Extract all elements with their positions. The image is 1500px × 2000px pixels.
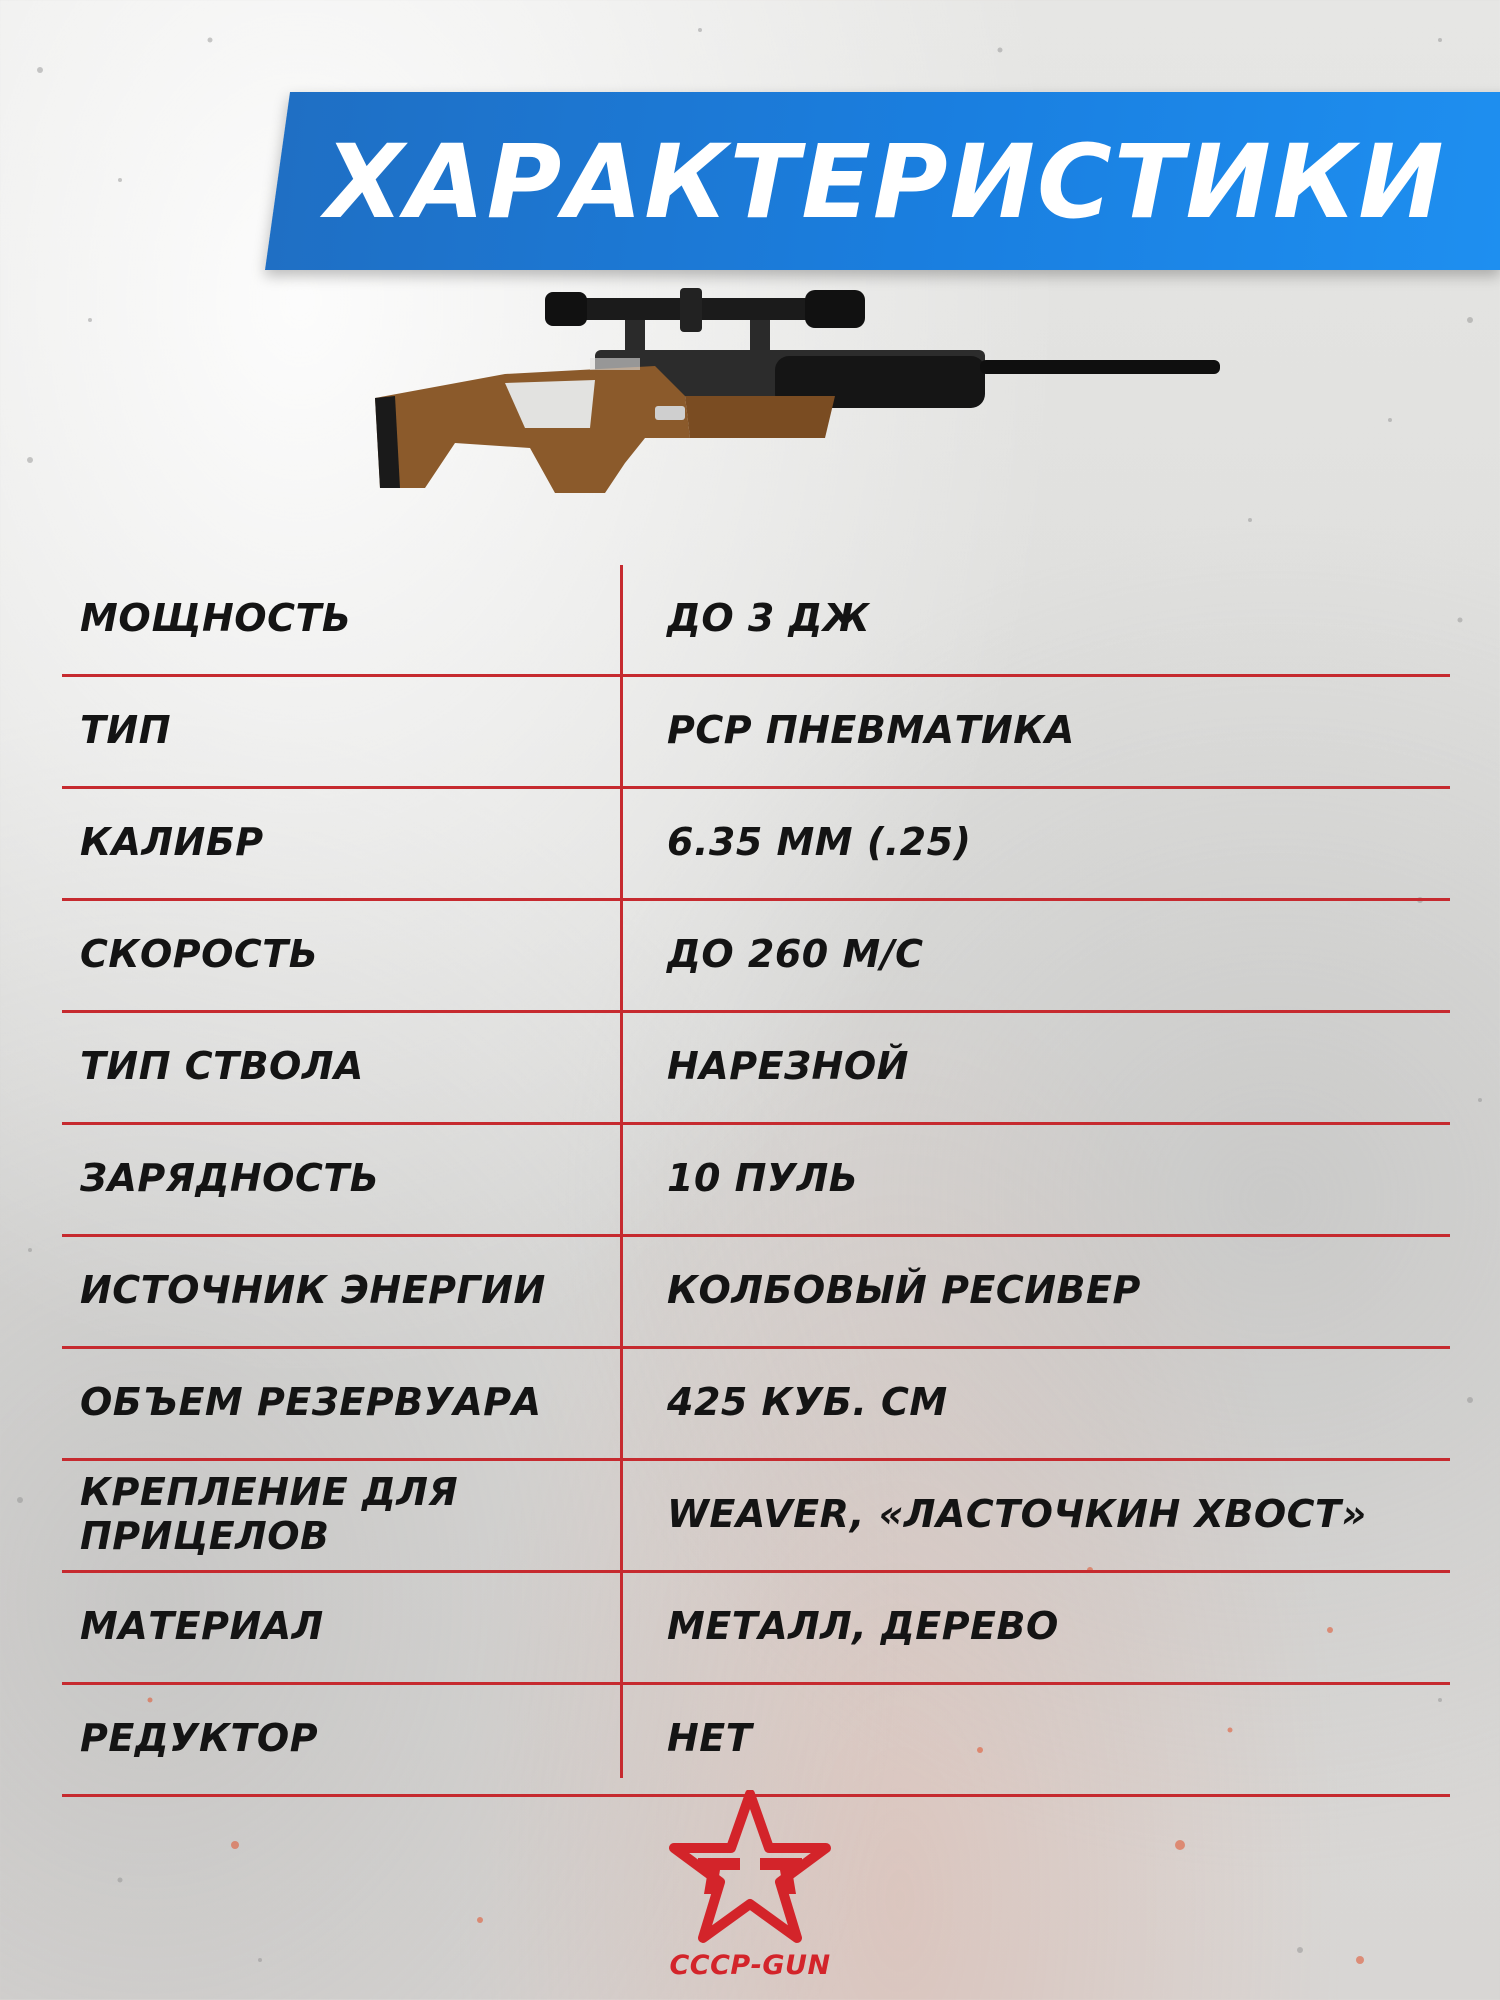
spec-row xyxy=(62,1349,1450,1461)
spec-row xyxy=(62,1237,1450,1349)
spec-label: МОЩНОСТЬ xyxy=(80,596,352,640)
spec-value: МЕТАЛЛ, ДЕРЕВО xyxy=(667,1604,1059,1648)
spec-value: ДО 3 ДЖ xyxy=(667,596,870,640)
spec-label: СКОРОСТЬ xyxy=(80,932,319,976)
rifle-image xyxy=(355,288,1235,508)
spec-value: WEAVER, «ЛАСТОЧКИН ХВОСТ» xyxy=(667,1492,1367,1536)
spec-value: 6.35 ММ (.25) xyxy=(667,820,972,864)
spec-label: МАТЕРИАЛ xyxy=(80,1604,324,1648)
brand-logo xyxy=(668,1790,832,1985)
spec-label: КРЕПЛЕНИЕ ДЛЯ ПРИЦЕЛОВ xyxy=(80,1470,459,1558)
spec-row xyxy=(62,1685,1450,1797)
spec-label: ОБЪЕМ РЕЗЕРВУАРА xyxy=(80,1380,542,1424)
spec-row xyxy=(62,1461,1450,1573)
spec-value: PCP ПНЕВМАТИКА xyxy=(667,708,1075,752)
star-pistols-icon xyxy=(668,1790,832,1950)
spec-label: РЕДУКТОР xyxy=(80,1716,319,1760)
page-title: ХАРАКТЕРИСТИКИ xyxy=(325,123,1446,242)
spec-row xyxy=(62,1125,1450,1237)
spec-row xyxy=(62,677,1450,789)
spec-label: ТИП xyxy=(80,708,172,752)
specs-table xyxy=(62,565,1450,1797)
logo-text: СССР-GUN xyxy=(669,1950,831,1981)
spec-value: КОЛБОВЫЙ РЕСИВЕР xyxy=(667,1268,1141,1312)
spec-row xyxy=(62,565,1450,677)
spec-label: КАЛИБР xyxy=(80,820,264,864)
spec-value: НЕТ xyxy=(667,1716,753,1760)
spec-row xyxy=(62,1573,1450,1685)
spec-label: ИСТОЧНИК ЭНЕРГИИ xyxy=(80,1268,546,1312)
spec-label: ЗАРЯДНОСТЬ xyxy=(80,1156,380,1200)
spec-value: 425 КУБ. СМ xyxy=(667,1380,948,1424)
spec-label: ТИП СТВОЛА xyxy=(80,1044,364,1088)
spec-value: НАРЕЗНОЙ xyxy=(667,1044,909,1088)
spec-row xyxy=(62,1013,1450,1125)
spec-row xyxy=(62,901,1450,1013)
spec-value: 10 ПУЛЬ xyxy=(667,1156,859,1200)
spec-row xyxy=(62,789,1450,901)
spec-value: ДО 260 М/С xyxy=(667,932,924,976)
